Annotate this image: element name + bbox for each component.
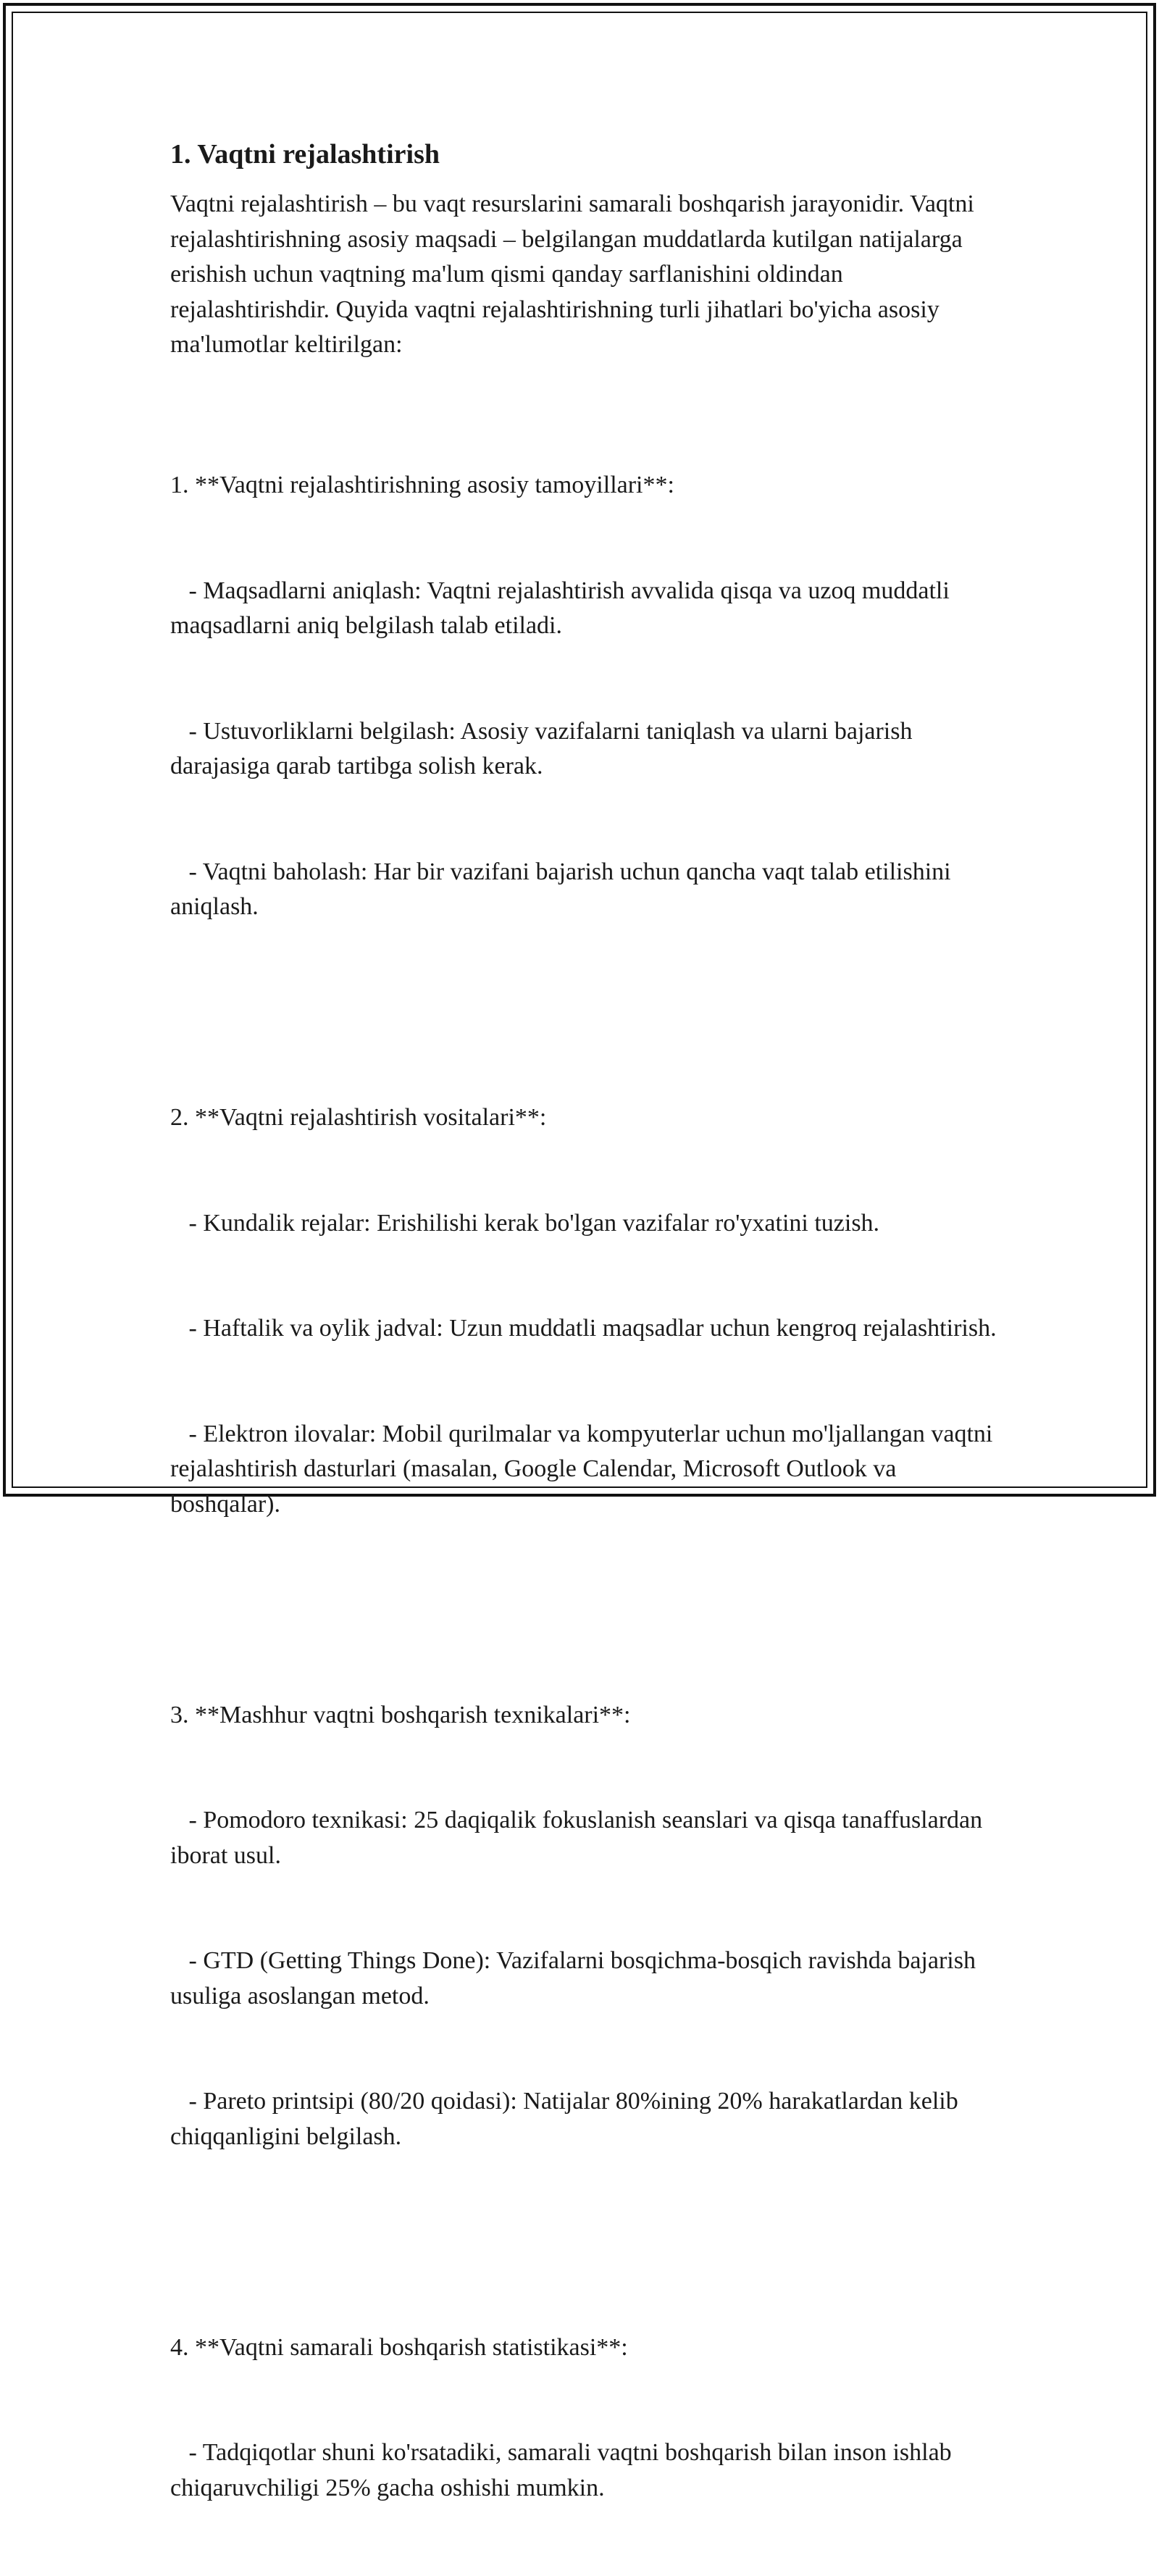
- list-item: - Vaqtni baholash: Har bir vazifani bajarish uchun qancha vaqt talab etilishini aniqlash.: [170, 855, 1003, 925]
- list-item: - Ustuvorliklarni belgilash: Asosiy vazifalarni taniqlash va ularni bajarish darajasiga qarab tartibga solish kerak.: [170, 714, 1003, 785]
- section-3: [170, 1628, 1003, 2225]
- document-title: 1. Vaqtni rejalashtirish: [170, 135, 1003, 174]
- section-heading: 2. **Vaqtni rejalashtirish vositalari**:: [170, 1100, 1003, 1136]
- list-item: - Tadqiqotlar shuni ko'rsatadiki, samarali vaqtni boshqarish bilan inson ishlab chiqaruvchiligi 25% gacha oshishi mumkin.: [170, 2435, 1003, 2506]
- paragraph-gap: [170, 363, 1003, 398]
- section-2: [170, 1030, 1003, 1592]
- document-page: [170, 135, 1003, 2576]
- paragraph-gap: [170, 995, 1003, 1031]
- section-heading: 1. **Vaqtni rejalashtirishning asosiy tamoyillari**:: [170, 468, 1003, 503]
- section-heading: 3. **Mashhur vaqtni boshqarish texnikalari**:: [170, 1698, 1003, 1734]
- list-item: - Kundalik rejalar: Erishilishi kerak bo'lgan vazifalar ro'yxatini tuzish.: [170, 1206, 1003, 1242]
- list-item: - Pomodoro texnikasi: 25 daqiqalik fokuslanish seanslari va qisqa tanaffuslardan iborat usul.: [170, 1803, 1003, 1873]
- list-item: - Elektron ilovalar: Mobil qurilmalar va kompyuterlar uchun mo'ljallangan vaqtni rejalashtirish dasturlari (masalan, Google Calendar, Microsoft Outlook va boshqalar).: [170, 1417, 1003, 1523]
- section-1: [170, 398, 1003, 995]
- paragraph-gap: [170, 1592, 1003, 1628]
- list-item: - Maqsadlarni aniqlash: Vaqtni rejalashtirish avvalida qisqa va uzoq muddatli maqsadlarni aniq belgilash talab etiladi.: [170, 574, 1003, 644]
- paragraph-gap: [170, 2225, 1003, 2260]
- list-item: - GTD (Getting Things Done): Vazifalarni bosqichma-bosqich ravishda bajarish usuliga asoslangan metod.: [170, 1944, 1003, 2014]
- intro-paragraph: Vaqtni rejalashtirish – bu vaqt resurslarini samarali boshqarish jarayonidir. Vaqtni rejalashtirishning asosiy maqsadi – belgilangan muddatlarda kutilgan natijalarga erishish uchun vaqtning ma'lum qismi qanday sarflanishini oldindan rejalashtirishdir. Quyida vaqtni rejalashtirishning turli jihatlari bo'yicha asosiy ma'lumotlar keltirilgan:: [170, 187, 1003, 363]
- list-item: - Pareto printsipi (80/20 qoidasi): Natijalar 80%ining 20% harakatlardan kelib chiqqanligini belgilash.: [170, 2084, 1003, 2154]
- section-4: [170, 2260, 1003, 2576]
- list-item: - Haftalik va oylik jadval: Uzun muddatli maqsadlar uchun kengroq rejalashtirish.: [170, 1311, 1003, 1347]
- section-heading: 4. **Vaqtni samarali boshqarish statistikasi**:: [170, 2330, 1003, 2366]
